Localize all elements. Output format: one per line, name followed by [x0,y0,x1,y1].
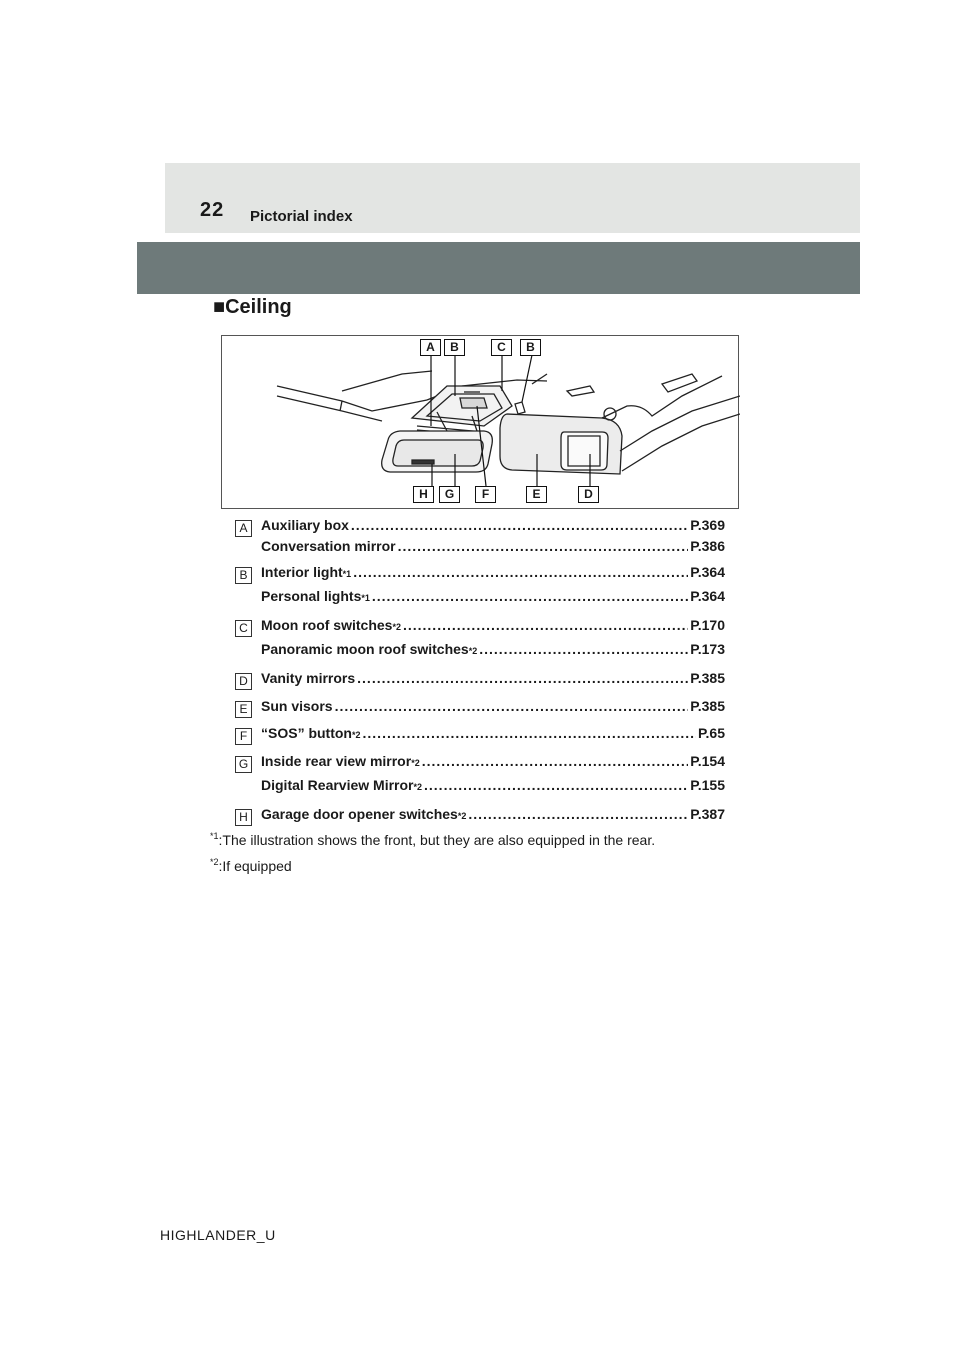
list-item: Auxiliary box ..... P.369 [261,517,725,537]
letter-box: G [235,756,252,773]
letter-box: F [235,728,252,745]
page-ref: P.155 [690,777,725,793]
header-bar [137,242,860,294]
callout-g: G [439,486,460,503]
list-item: Vanity mirrors ..... P.385 [261,670,725,690]
page-ref: P.154 [690,753,725,769]
footer-model: HIGHLANDER_U [160,1227,276,1243]
letter-box: D [235,673,252,690]
callout-c: C [491,339,512,356]
callout-d: D [578,486,599,503]
list-item: Moon roof switches *2 ..... P.170 [261,617,725,637]
letter-box: C [235,620,252,637]
page-ref: P.170 [690,617,725,633]
heading-title: Ceiling [225,296,292,318]
list-item: “SOS” button *2 ..... P.65 [261,725,725,745]
section-heading [213,296,292,319]
page-ref: P.387 [690,806,725,822]
page-ref: P.173 [690,641,725,657]
page-ref: P.364 [690,564,725,580]
page-ref: P.385 [690,670,725,686]
callout-b-right: B [520,339,541,356]
letter-box: H [235,809,252,826]
page-ref: P.369 [690,517,725,533]
callout-e: E [526,486,547,503]
list-item: Sun visors ..... P.385 [261,698,725,718]
list-item: Digital Rearview Mirror *2 ..... P.155 [261,777,725,797]
list-item: Personal lights *1 ..... P.364 [261,588,725,608]
page-ref: P.65 [698,725,725,741]
page-number: 22 [200,199,225,221]
callout-b: B [444,339,465,356]
square-bullet-icon: ■ [213,296,226,318]
ceiling-drawing [222,336,740,510]
list-item: Interior light *1 ..... P.364 [261,564,725,584]
letter-box: A [235,520,252,537]
footnote-2: $^{*2}$:If equipped [210,857,292,874]
ceiling-illustration [221,335,739,509]
letter-box: B [235,567,252,584]
list-item: Garage door opener switches *2 ..... P.387 [261,806,725,826]
callout-h: H [413,486,434,503]
page-ref: P.386 [690,538,725,554]
page-ref: P.385 [690,698,725,714]
callout-a: A [420,339,441,356]
footnote-1: $^{*1}$:The illustration shows the front, but they are also equipped in the rear. [210,831,656,848]
page-ref: P.364 [690,588,725,604]
section-title: Pictorial index [250,208,353,225]
callout-f: F [475,486,496,503]
letter-box: E [235,701,252,718]
list-item: Conversation mirror ..... P.386 [261,538,725,558]
list-item: Panoramic moon roof switches *2 ..... P.173 [261,641,725,661]
list-item: Inside rear view mirror *2 ..... P.154 [261,753,725,773]
